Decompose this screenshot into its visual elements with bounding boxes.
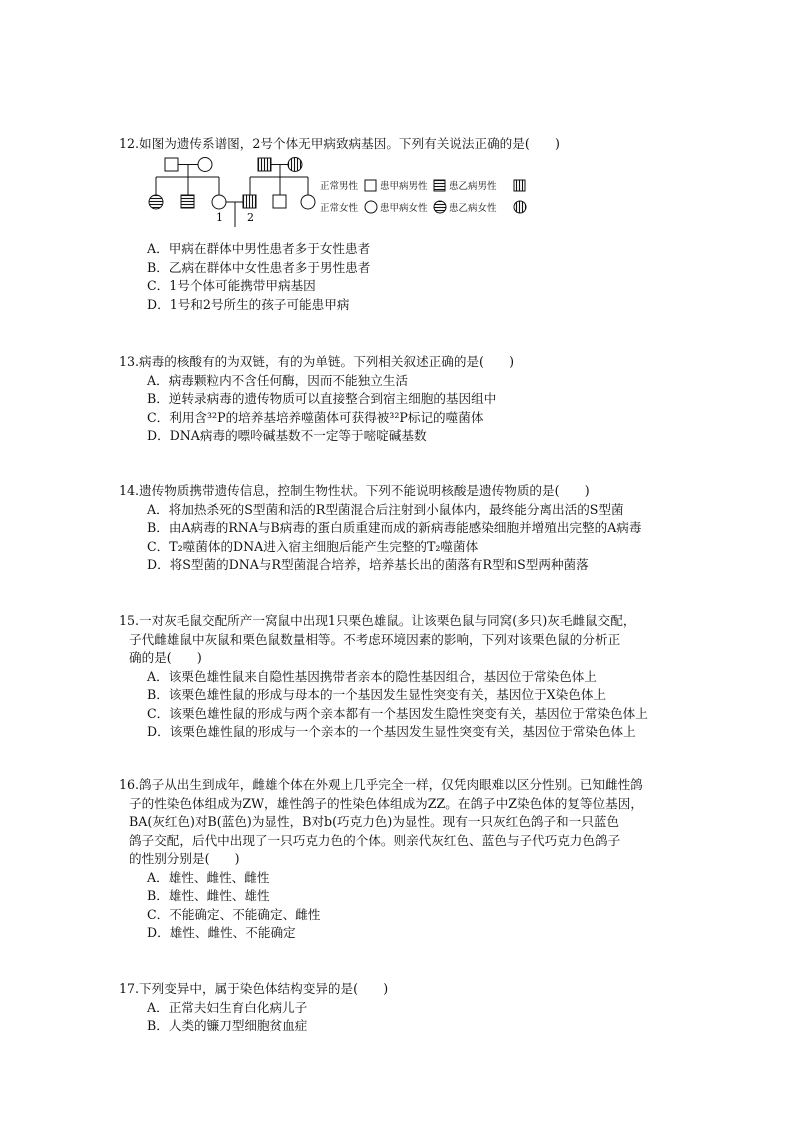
option-a[interactable]: A．病毒颗粒内不含任何酶，因而不能独立生活 [147, 372, 408, 388]
normal-female-symbol [198, 158, 212, 172]
option-d[interactable]: D．雄性、雌性、不能确定 [147, 925, 296, 940]
question-13 [119, 353, 709, 446]
yi-female-symbol [288, 158, 302, 172]
jia-male-symbol [181, 195, 194, 208]
option-d[interactable]: D．该栗色雄性鼠的形成与一个亲本的一个基因发生显性突变有关，基因位于常染色体上 [147, 724, 636, 739]
question-stem: 12.如图为遗传系谱图，2号个体无甲病致病基因。下列有关说法正确的是( ) [119, 136, 560, 151]
option-d[interactable]: D．1号和2号所生的孩子可能患甲病 [147, 296, 350, 312]
individual-1-symbol [212, 195, 226, 209]
option-b[interactable]: B．雄性、雌性、雄性 [147, 888, 270, 903]
question-stem: 14.遗传物质携带遗传信息，控制生物性状。下列不能说明核酸是遗传物质的是( ) [119, 483, 590, 498]
legend-yi-female: 患乙病女性 [449, 203, 497, 214]
option-b[interactable]: B．人类的镰刀型细胞贫血症 [147, 1018, 308, 1033]
option-d[interactable]: D．DNA病毒的嘌呤碱基数不一定等于嘧啶碱基数 [147, 428, 427, 443]
option-c[interactable]: C．不能确定、不能确定、雌性 [147, 906, 321, 922]
option-a[interactable]: A．将加热杀死的S型菌和活的R型菌混合后注射到小鼠体内，最终能分离出活的S型菌 [147, 501, 624, 517]
question-17 [119, 980, 709, 1036]
question-stem-line: 鸽子交配，后代中出现了一只巧克力色的个体。则亲代灰红色、蓝色与子代巧克力色鸽子 [129, 832, 621, 848]
question-stem-line: 确的是( ) [129, 650, 202, 665]
legend-yi-male: 患乙病男性 [449, 181, 497, 192]
question-15 [119, 612, 709, 742]
question-stem-line: 16.鸽子从出生到成年，雌雄个体在外观上几乎完全一样，仅凭肉眼难以区分性别。已知雌性鸽 [119, 777, 643, 792]
normal-male-symbol [273, 195, 286, 208]
option-a[interactable]: A．该栗色雄性鼠来自隐性基因携带者亲本的隐性基因组合，基因位于常染色体上 [147, 668, 597, 684]
legend-normal-female: 正常女性 [320, 203, 359, 214]
question-12-options [119, 240, 709, 314]
jia-female-symbol [149, 195, 163, 209]
option-d[interactable]: D．将S型菌的DNA与R型菌混合培养，培养基长出的菌落有R型和S型两种菌落 [147, 557, 589, 572]
option-b[interactable]: B．逆转录病毒的遗传物质可以直接整合到宿主细胞的基因组中 [147, 391, 497, 406]
legend-jia-female: 患甲病女性 [380, 203, 428, 214]
question-stem: 13.病毒的核酸有的为双链，有的为单链。下列相关叙述正确的是( ) [119, 354, 515, 369]
normal-male-symbol [165, 158, 178, 171]
option-a[interactable]: A．正常夫妇生育白化病儿子 [147, 999, 308, 1015]
pedigree-chart [140, 155, 540, 230]
question-stem-line: 15.一对灰毛鼠交配所产一窝鼠中出现1只栗色雄鼠。让该栗色鼠与同窝(多只)灰毛雌鼠交配， [119, 613, 636, 628]
question-stem-line: 的性别分别是( ) [129, 851, 240, 866]
label-1: 1 [216, 211, 223, 224]
option-c[interactable]: C．利用含³²P的培养基培养噬菌体可获得被³²P标记的噬菌体 [147, 409, 484, 425]
question-stem: 17.下列变异中，属于染色体结构变异的是( ) [119, 981, 389, 996]
question-16 [119, 776, 709, 943]
option-a[interactable]: A．甲病在群体中男性患者多于女性患者 [147, 241, 371, 256]
label-2: 2 [247, 211, 254, 224]
option-c[interactable]: C．T₂噬菌体的DNA进入宿主细胞后能产生完整的T₂噬菌体 [147, 538, 479, 554]
individual-2-symbol [243, 195, 256, 208]
option-a[interactable]: A．雄性、雌性、雌性 [147, 869, 270, 885]
question-14 [119, 482, 709, 575]
question-stem-line: 子的性染色体组成为ZW，雄性鸽子的性染色体组成为ZZ。在鸽子中Z染色体的复等位基因， [129, 795, 643, 811]
option-b[interactable]: B．由A病毒的RNA与B病毒的蛋白质重建而成的新病毒能感染细胞并增殖出完整的A病毒 [147, 520, 642, 535]
option-b[interactable]: B．乙病在群体中女性患者多于男性患者 [147, 259, 371, 275]
option-c[interactable]: C．该栗色雄性鼠的形成与两个亲本都有一个基因发生隐性突变有关，基因位于常染色体上 [147, 705, 648, 721]
normal-female-symbol [301, 195, 315, 209]
option-c[interactable]: C．1号个体可能携带甲病基因 [147, 278, 316, 293]
yi-male-symbol [258, 158, 271, 171]
legend-normal-male: 正常男性 [320, 181, 359, 192]
legend-jia-male: 患甲病男性 [380, 181, 428, 192]
question-stem-line: BA(灰红色)对B(蓝色)为显性，B对b(巧克力色)为显性。现有一只灰红色鸽子和一只蓝色 [129, 814, 619, 829]
question-stem-line: 子代雌雄鼠中灰鼠和栗色鼠数量相等。不考虑环境因素的影响，下列对该栗色鼠的分析正 [129, 631, 621, 647]
option-b[interactable]: B．该栗色雄性鼠的形成与母本的一个基因发生显性突变有关，基因位于X染色体上 [147, 687, 607, 702]
question-12 [119, 135, 709, 154]
